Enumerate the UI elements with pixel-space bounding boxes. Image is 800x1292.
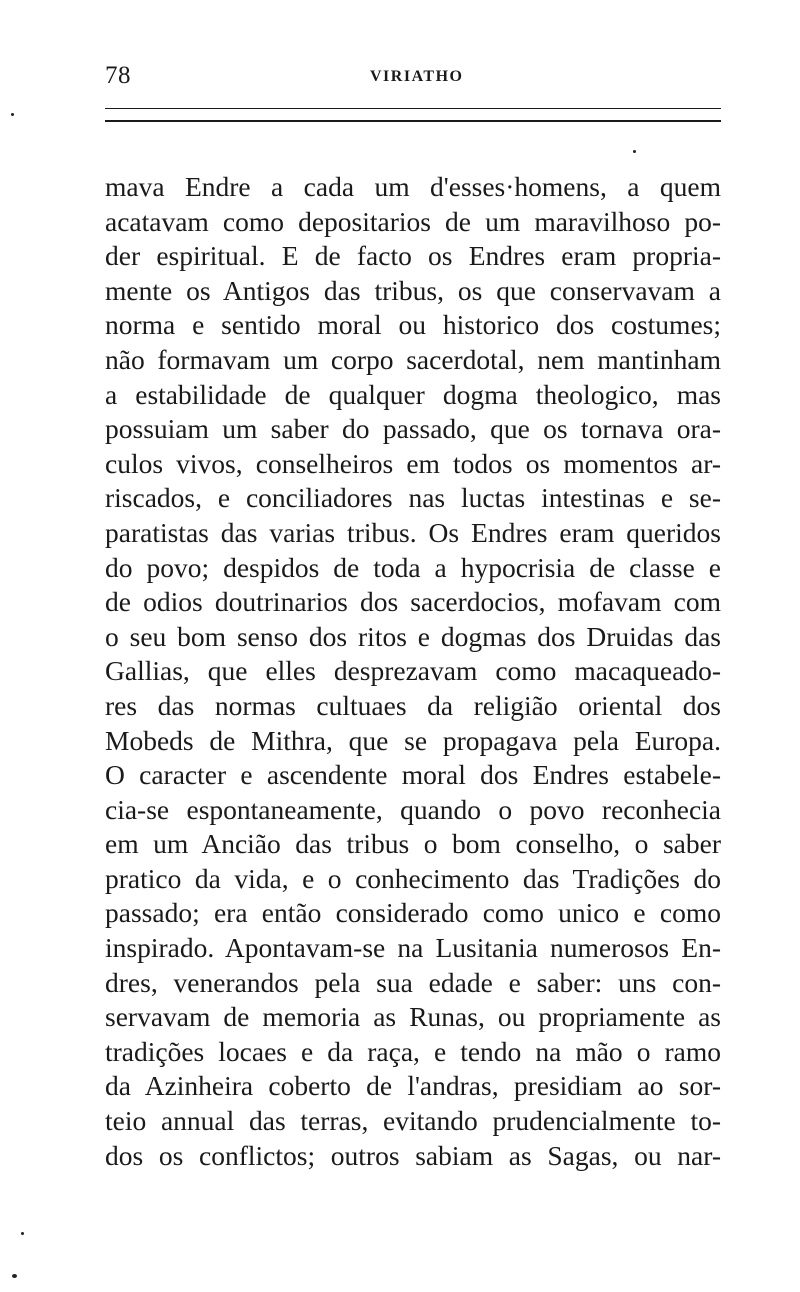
text-line: tradições locaes e da raça, e tendo na mão o ramo xyxy=(105,1035,721,1067)
text-line: riscados, e conciliadores nas luctas intestinas e se- xyxy=(105,482,721,514)
text-line: a estabilidade de qualquer dogma theologico, mas xyxy=(105,378,721,410)
text-line: mava Endre a cada um d'esses·homens, a quem xyxy=(105,171,721,202)
text-line: dres, venerandos pela sua edade e saber: uns con- xyxy=(105,966,721,998)
page-header xyxy=(105,62,720,92)
text-line: de odios doutrinarios dos sacerdocios, mofavam com xyxy=(105,586,721,618)
text-line: da Azinheira coberto de l'andras, presidiam ao sor- xyxy=(105,1070,721,1102)
scan-speck xyxy=(12,1274,17,1278)
text-line: inspirado. Apontavam-se na Lusitania numerosos En- xyxy=(105,932,721,964)
text-line: Gallias, que elles desprezavam como macaqueado- xyxy=(105,655,721,687)
text-line: res das normas cultuaes da religião oriental dos xyxy=(105,689,721,721)
text-line: pratico da vida, e o conhecimento das Tradições do xyxy=(105,862,721,894)
page-number: 78 xyxy=(105,62,131,89)
body-text xyxy=(105,170,721,1173)
text-line: der espiritual. E de facto os Endres eram propria- xyxy=(105,240,721,272)
text-line: dos os conflictos; outros sabiam as Sagas, ou nar- xyxy=(105,1139,721,1171)
text-line: do povo; despidos de toda a hypocrisia de classe e xyxy=(105,551,721,583)
text-line: não formavam um corpo sacerdotal, nem mantinham xyxy=(105,343,721,375)
text-line: possuiam um saber do passado, que os tornava ora- xyxy=(105,413,721,445)
text-line: teio annual das terras, evitando prudencialmente to- xyxy=(105,1105,721,1137)
text-line: culos vivos, conselheiros em todos os momentos ar- xyxy=(105,447,721,479)
text-line: acatavam como depositarios de um maravilhoso po- xyxy=(105,205,721,237)
running-title: VIRIATHO xyxy=(370,68,464,85)
text-line: norma e sentido moral ou historico dos costumes; xyxy=(105,309,721,341)
text-line: em um Ancião das tribus o bom conselho, o saber xyxy=(105,828,721,860)
header-rule-thin xyxy=(105,108,721,109)
text-line: mente os Antigos das tribus, os que conservavam a xyxy=(105,274,721,306)
scan-speck xyxy=(21,1232,24,1235)
text-line: cia-se espontaneamente, quando o povo reconhecia xyxy=(105,793,721,825)
scan-speck xyxy=(11,113,14,116)
scan-speck xyxy=(633,150,636,153)
text-line: Mobeds de Mithra, que se propagava pela Europa. xyxy=(105,724,721,756)
text-line: paratistas das varias tribus. Os Endres eram queridos xyxy=(105,516,721,548)
text-line: servavam de memoria as Runas, ou propriamente as xyxy=(105,1001,721,1033)
text-line: o seu bom senso dos ritos e dogmas dos Druidas das xyxy=(105,620,721,652)
header-rule-thick xyxy=(105,120,721,122)
text-line: O caracter e ascendente moral dos Endres estabele- xyxy=(105,759,721,791)
text-line: passado; era então considerado como unico e como xyxy=(105,897,721,929)
